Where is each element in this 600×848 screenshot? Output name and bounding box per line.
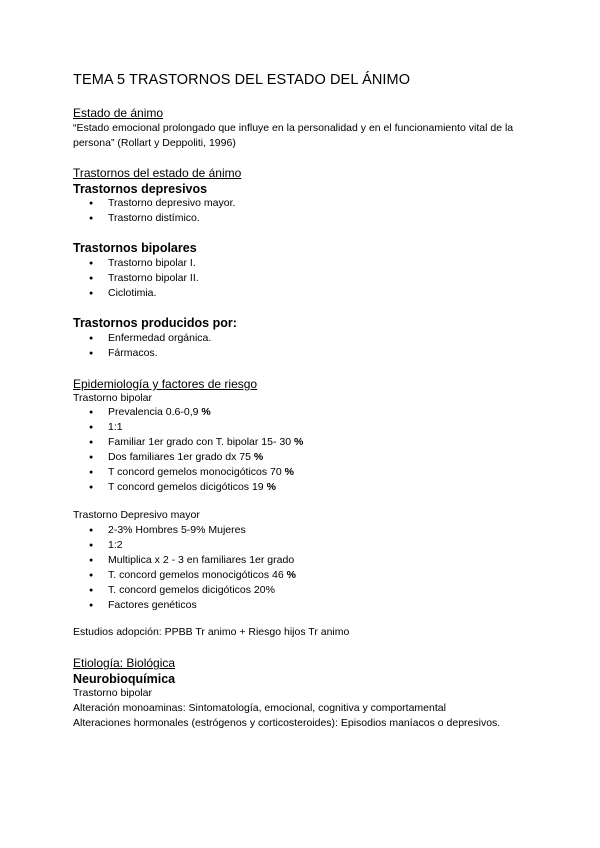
list-item: ● Fármacos. [73, 346, 543, 361]
list-item: ● T concord gemelos dicigóticos 19 % [73, 480, 543, 495]
producidos-heading: Trastornos producidos por: [73, 316, 237, 330]
page-title: TEMA 5 TRASTORNOS DEL ESTADO DEL ÁNIMO [73, 72, 411, 88]
trastornos-heading: Trastornos del estado de ánimo [73, 166, 242, 180]
etiologia-line: Alteraciones hormonales (estrógenos y corticosteroides): Episodios maníacos o depresivos. [73, 717, 501, 729]
list-item: ● T. concord gemelos monocigóticos 46 % [73, 568, 543, 583]
bipolares-heading: Trastornos bipolares [73, 241, 197, 255]
list-item: ● 1:2 [73, 538, 543, 553]
etiologia-line: Alteración monoaminas: Sintomatología, emocional, cognitiva y comportamental [73, 702, 446, 714]
bipolar-epi-list [73, 405, 543, 495]
list-item: ● Multiplica x 2 - 3 en familiares 1er grado [73, 553, 543, 568]
etiologia-line: Trastorno bipolar [73, 687, 152, 699]
list-item: ● Ciclotimia. [73, 286, 543, 301]
list-item: ● Trastorno distímico. [73, 211, 543, 226]
list-item: ● Trastorno bipolar I. [73, 256, 543, 271]
list-item: ● Trastorno bipolar II. [73, 271, 543, 286]
bipolares-list [73, 256, 543, 301]
list-item: ● Enfermedad orgánica. [73, 331, 543, 346]
list-item: ● T. concord gemelos dicigóticos 20% [73, 583, 543, 598]
list-item: ● 1:1 [73, 420, 543, 435]
neurobioquimica-heading: Neurobioquímica [73, 672, 176, 686]
list-item: ● Trastorno depresivo mayor. [73, 196, 543, 211]
estado-animo-heading: Estado de ánimo [73, 106, 164, 120]
depresivo-label: Trastorno Depresivo mayor [73, 509, 200, 521]
list-item: ● Prevalencia 0.6-0,9 % [73, 405, 543, 420]
depresivos-list [73, 196, 543, 226]
estado-animo-quote: “Estado emocional prolongado que influye en la personalidad y en el funcionamiento vital de la persona” (Rollart y Deppoliti, 1996) [73, 122, 514, 149]
bipolar-label: Trastorno bipolar [73, 392, 152, 404]
list-item: ● Familiar 1er grado con T. bipolar 15- 30 % [73, 435, 543, 450]
list-item: ● 2-3% Hombres 5-9% Mujeres [73, 523, 543, 538]
epidemiologia-heading: Epidemiología y factores de riesgo [73, 377, 258, 391]
etiologia-heading: Etiología: Biológica [73, 656, 176, 670]
producidos-list [73, 331, 543, 361]
depresivos-heading: Trastornos depresivos [73, 182, 208, 196]
list-item: ● Factores genéticos [73, 598, 543, 613]
adopcion-note: Estudios adopción: PPBB Tr animo + Riesgo hijos Tr animo [73, 626, 350, 638]
depresivo-epi-list [73, 523, 543, 613]
list-item: ● T concord gemelos monocigóticos 70 % [73, 465, 543, 480]
list-item: ● Dos familiares 1er grado dx 75 % [73, 450, 543, 465]
